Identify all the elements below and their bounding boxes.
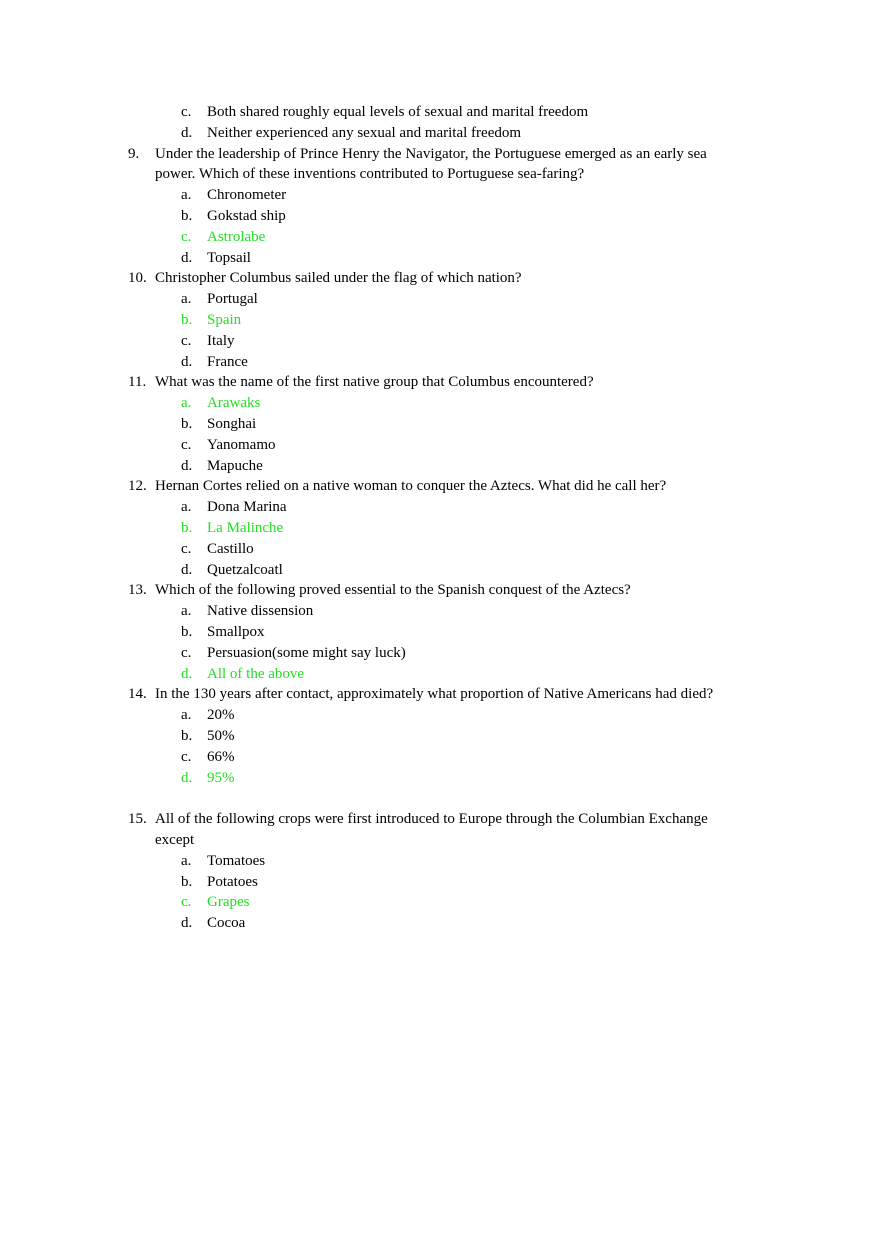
option-letter: b.	[181, 207, 193, 224]
question-text: power. Which of these inventions contributed to Portuguese sea-faring?	[155, 166, 585, 183]
option-text: Arawaks	[207, 395, 261, 412]
option-row	[0, 705, 880, 726]
option-text: Quetzalcoatl	[207, 561, 283, 578]
option-letter: b.	[181, 727, 193, 744]
option-letter: c.	[181, 644, 192, 661]
option-row	[0, 331, 880, 352]
option-row	[0, 560, 880, 581]
correct-option-row	[0, 310, 880, 331]
option-text: 50%	[207, 727, 235, 744]
option-letter: a.	[181, 603, 192, 620]
option-letter: a.	[181, 395, 192, 412]
question-number: 10.	[128, 270, 147, 287]
option-row	[0, 435, 880, 456]
option-letter: b.	[181, 623, 193, 640]
option-letter: a.	[181, 291, 192, 308]
option-text: Gokstad ship	[207, 207, 286, 224]
question-13	[0, 580, 880, 684]
option-letter: c.	[181, 436, 192, 453]
option-row	[0, 497, 880, 518]
question-text: What was the name of the first native group that Columbus encountered?	[155, 374, 594, 391]
question-line	[0, 372, 880, 393]
question-15	[0, 809, 880, 934]
quiz-content	[0, 102, 880, 934]
option-row	[0, 352, 880, 373]
option-text: Cocoa	[207, 915, 246, 932]
question-text: Christopher Columbus sailed under the flag of which nation?	[155, 270, 522, 287]
option-letter: c.	[181, 228, 192, 245]
option-letter: a.	[181, 852, 192, 869]
option-text: 66%	[207, 748, 235, 765]
question-number: 14.	[128, 686, 147, 703]
question-text: except	[155, 832, 195, 849]
question-number: 11.	[128, 374, 147, 391]
question-line	[0, 144, 880, 165]
option-letter: c.	[181, 894, 192, 911]
blank-line	[0, 788, 880, 809]
option-row	[0, 206, 880, 227]
option-letter: c.	[181, 104, 192, 120]
option-row	[0, 851, 880, 872]
option-letter: d.	[181, 457, 193, 474]
option-letter: a.	[181, 707, 192, 724]
question-line	[0, 164, 880, 185]
option-letter: b.	[181, 311, 193, 328]
option-row	[0, 248, 880, 269]
option-letter: b.	[181, 415, 193, 432]
question-9	[0, 144, 880, 269]
option-text: 20%	[207, 707, 235, 724]
option-letter: b.	[181, 519, 193, 536]
correct-option-row	[0, 892, 880, 913]
option-row	[0, 289, 880, 310]
option-row	[0, 414, 880, 435]
option-text: Yanomamo	[207, 436, 276, 453]
option-letter: a.	[181, 499, 192, 516]
option-letter: d.	[181, 249, 193, 266]
option-letter: c.	[181, 540, 192, 557]
question-line	[0, 580, 880, 601]
option-text: Persuasion(some might say luck)	[207, 644, 406, 661]
option-text: Mapuche	[207, 457, 263, 474]
option-letter: d.	[181, 665, 193, 682]
option-letter: d.	[181, 353, 193, 370]
option-text: Tomatoes	[207, 852, 266, 869]
option-row	[0, 913, 880, 934]
option-row	[0, 726, 880, 747]
option-letter: d.	[181, 915, 193, 932]
option-row	[0, 872, 880, 893]
option-letter: b.	[181, 873, 193, 890]
question-10	[0, 268, 880, 372]
option-text: All of the above	[207, 665, 305, 682]
option-row	[0, 185, 880, 206]
option-text: Smallpox	[207, 623, 265, 640]
correct-option-row	[0, 393, 880, 414]
question-number: 13.	[128, 582, 147, 599]
option-text: Astrolabe	[207, 228, 266, 245]
option-text: Spain	[207, 311, 242, 328]
correct-option-row	[0, 518, 880, 539]
option-text: Native dissension	[207, 603, 314, 620]
option-text: Portugal	[207, 291, 258, 308]
question-14	[0, 684, 880, 788]
option-row	[0, 601, 880, 622]
option-text: La Malinche	[207, 519, 284, 536]
question-line	[0, 830, 880, 851]
correct-option-row	[0, 768, 880, 789]
question-11	[0, 372, 880, 476]
option-text: Topsail	[207, 249, 251, 266]
option-text: Songhai	[207, 415, 257, 432]
option-row	[0, 456, 880, 477]
option-row	[0, 747, 880, 768]
option-row	[0, 539, 880, 560]
option-text: Italy	[207, 332, 235, 349]
option-text: Potatoes	[207, 873, 258, 890]
question-text: All of the following crops were first introduced to Europe through the Columbian Exchange	[155, 811, 708, 828]
question-line	[0, 476, 880, 497]
option-text: Chronometer	[207, 187, 287, 204]
option-letter: d.	[181, 561, 193, 578]
question-text: Hernan Cortes relied on a native woman to conquer the Aztecs. What did he call her?	[155, 478, 667, 495]
question-line	[0, 268, 880, 289]
option-letter: d.	[181, 769, 193, 786]
option-letter: c.	[181, 332, 192, 349]
question-text: In the 130 years after contact, approximately what proportion of Native Americans had died?	[155, 686, 714, 703]
question-number: 12.	[128, 478, 147, 495]
option-text: Neither experienced any sexual and marital freedom	[207, 124, 522, 141]
option-row	[0, 102, 880, 123]
question-number: 15.	[128, 811, 147, 828]
option-letter: d.	[181, 124, 193, 141]
option-text: France	[207, 353, 248, 370]
question-number: 9.	[128, 145, 140, 162]
option-row	[0, 643, 880, 664]
option-row	[0, 622, 880, 643]
question-line	[0, 684, 880, 705]
option-text: 95%	[207, 769, 235, 786]
question-12	[0, 476, 880, 580]
option-text: Castillo	[207, 540, 254, 557]
question-line	[0, 809, 880, 830]
option-text: Both shared roughly equal levels of sexual and marital freedom	[207, 104, 589, 120]
option-row	[0, 123, 880, 144]
question-text: Which of the following proved essential to the Spanish conquest of the Aztecs?	[155, 582, 631, 599]
correct-option-row	[0, 227, 880, 248]
question-text: Under the leadership of Prince Henry the Navigator, the Portuguese emerged as an early sea	[155, 145, 707, 162]
option-letter: c.	[181, 748, 192, 765]
option-letter: a.	[181, 187, 192, 204]
option-text: Grapes	[207, 894, 250, 911]
correct-option-row	[0, 664, 880, 685]
option-text: Dona Marina	[207, 499, 287, 516]
